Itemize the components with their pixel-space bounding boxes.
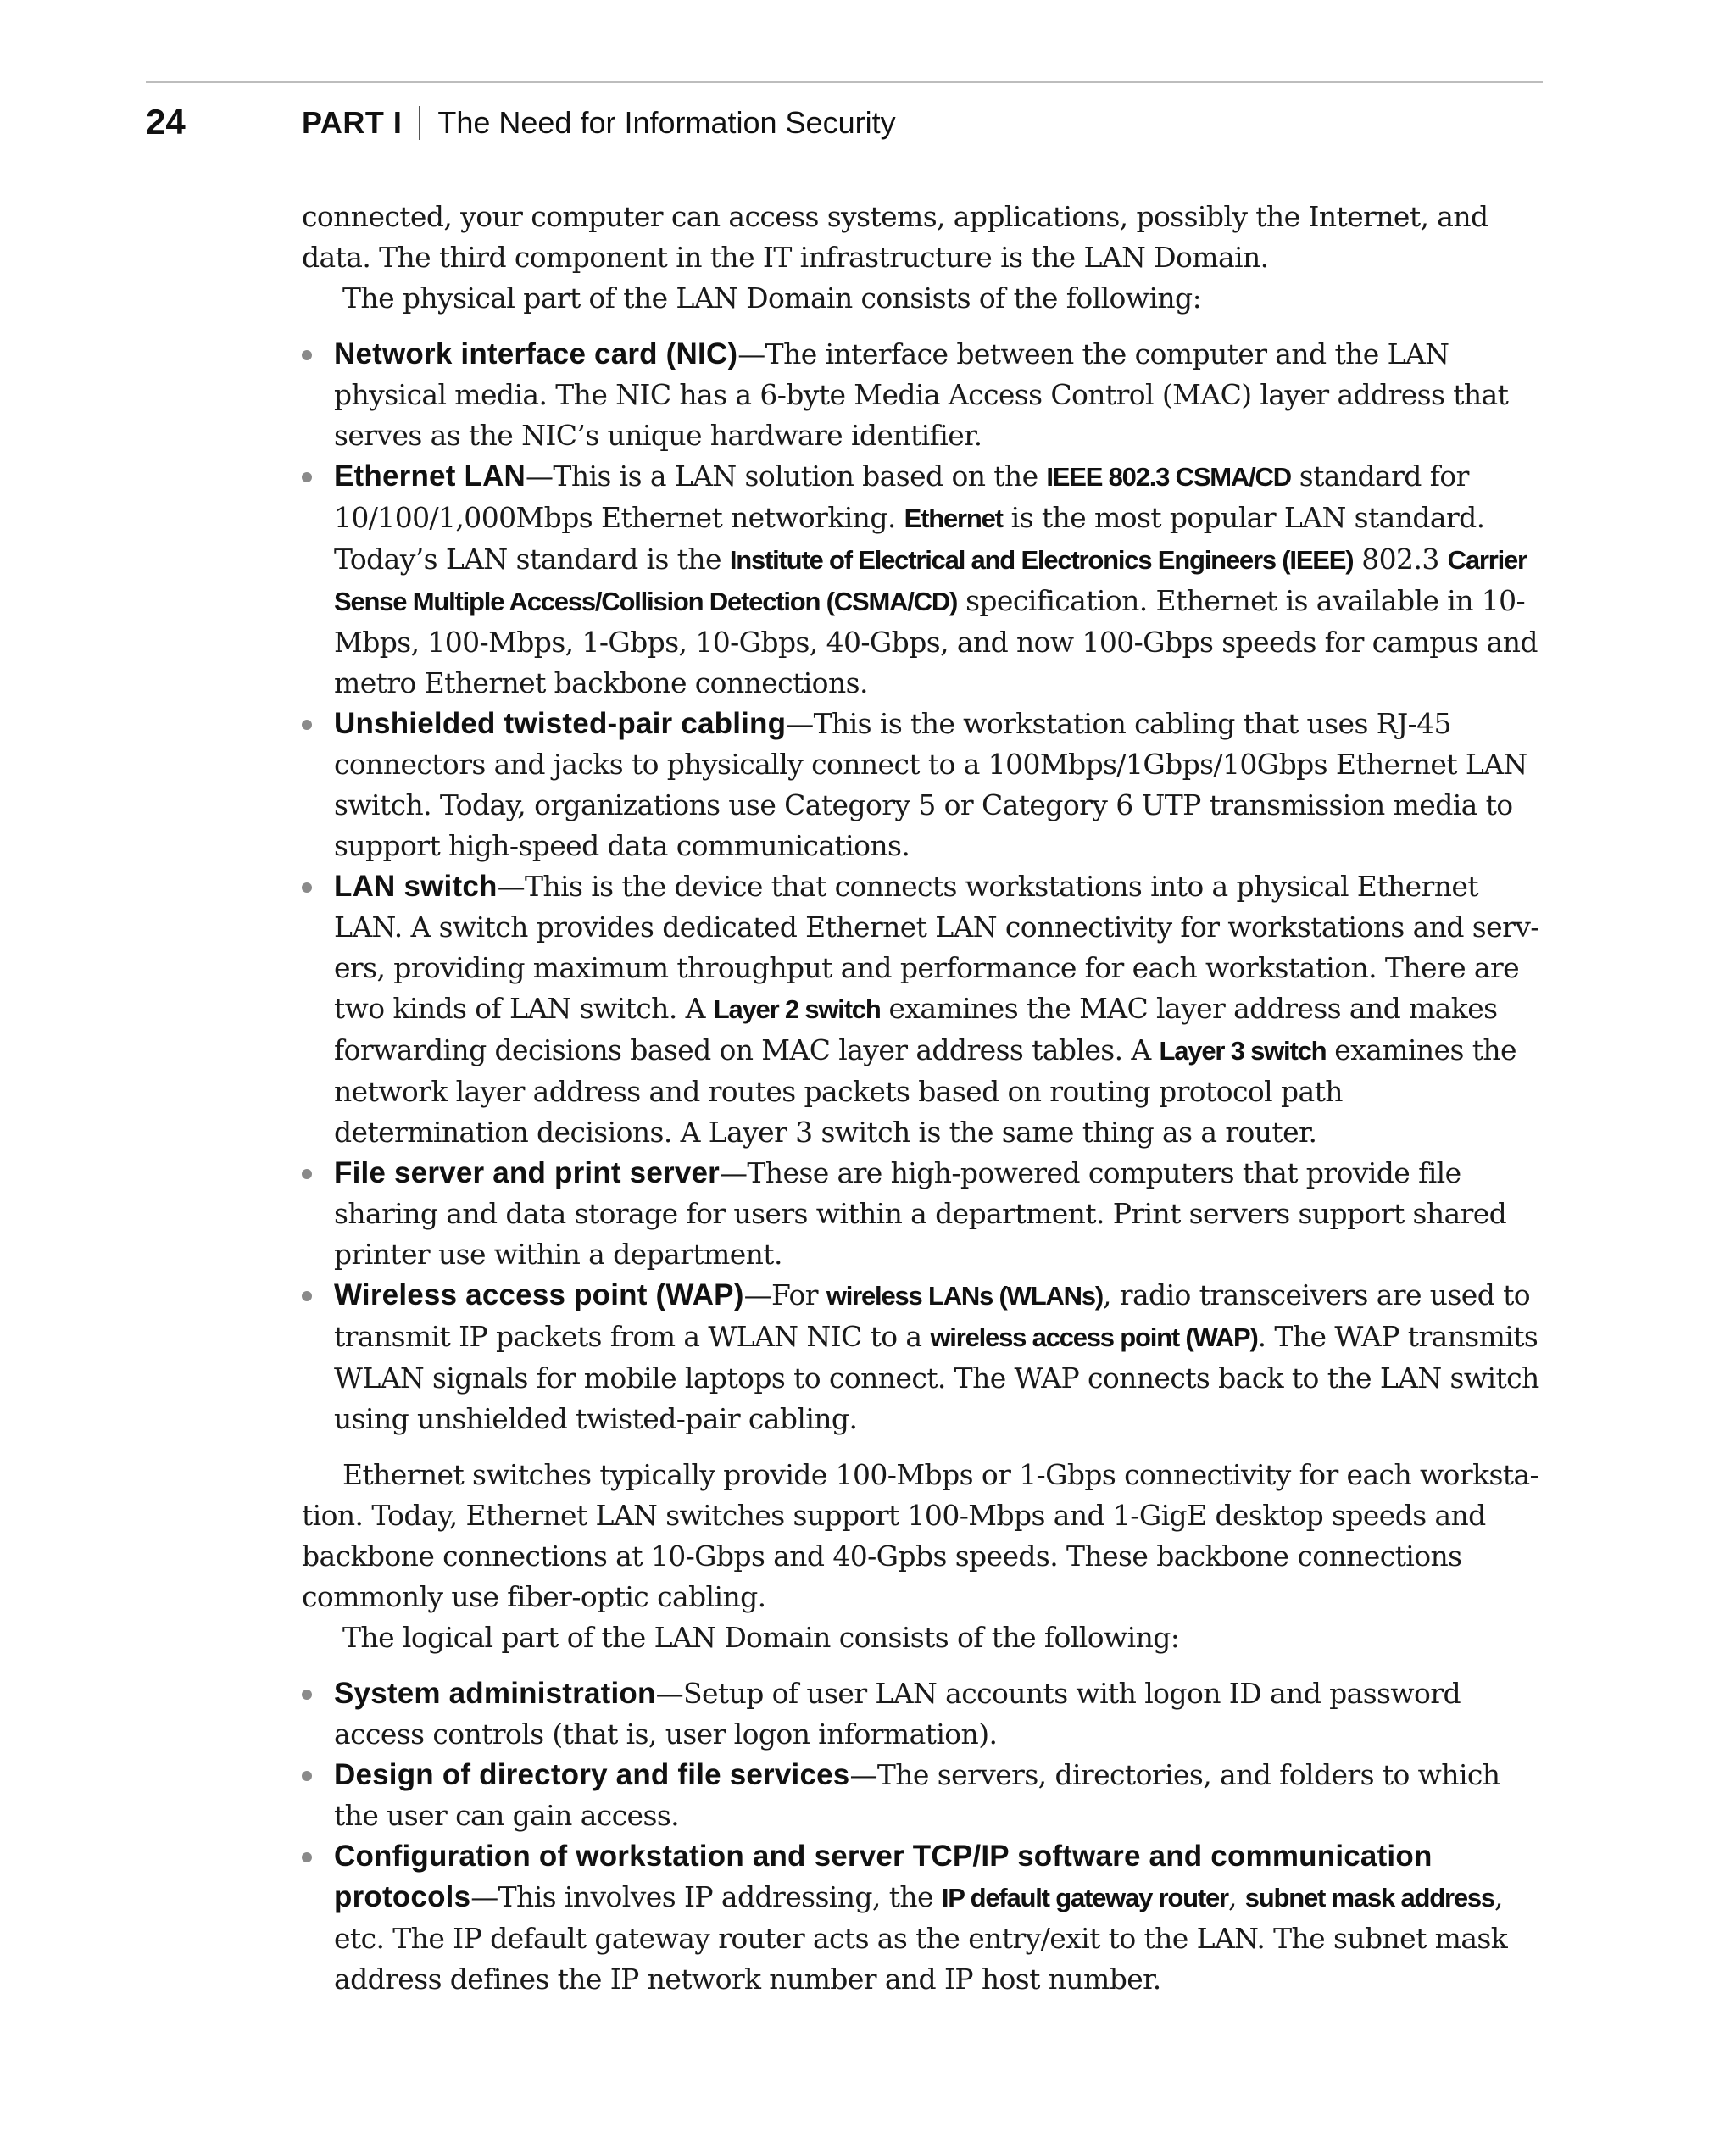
bullet-icon xyxy=(302,1291,312,1301)
running-head xyxy=(302,100,896,146)
term-wap: Wireless access point (WAP) xyxy=(334,1278,744,1311)
item-text: 802.3 xyxy=(1353,543,1448,576)
item-text: . The WAP transmits WLAN signals for mobile laptops to connect. The WAP connects back to the LAN switch using unshielded twisted-pair cabling. xyxy=(334,1320,1539,1435)
item-text: —The interface between the computer and the LAN physical media. The NIC has a 6-byte Media Access Control (MAC) layer address that serves as the NIC’s unique hardware identifier. xyxy=(334,337,1509,452)
physical-lead-in: The physical part of the LAN Domain consists of the following: xyxy=(342,281,1202,315)
keyword-csma-cd: Carrier Sense Multiple Access/Collision Detection (CSMA/CD) xyxy=(334,545,1527,616)
item-text: —This is the device that connects workstations into a physical Ethernet LAN. A switch provides dedicated Ethernet LAN connectivity for workstations and servers, providing maximum throughput and performance for each workstation. There are two kinds of LAN switch. A xyxy=(334,870,1540,1025)
keyword-wlans: wireless LANs (WLANs) xyxy=(826,1281,1104,1311)
running-head-divider xyxy=(419,106,420,140)
list-item-file-print-server xyxy=(302,1153,1544,1275)
list-item-tcpip-config xyxy=(302,1836,1544,2000)
bullet-icon xyxy=(302,350,312,360)
term-ethernet-lan: Ethernet LAN xyxy=(334,459,526,493)
bullet-icon xyxy=(302,720,312,730)
bullet-icon xyxy=(302,472,312,482)
item-text: —This involves IP addressing, the xyxy=(470,1880,942,1913)
item-text: , etc. The IP default gateway router acts as the entry/exit to the LAN. The subnet mask address defines the IP network number and IP host number. xyxy=(334,1880,1508,1996)
bullet-icon xyxy=(302,882,312,893)
keyword-ieee-8023: IEEE 802.3 CSMA/CD xyxy=(1046,462,1291,492)
keyword-default-gateway: IP default gateway router xyxy=(941,1883,1228,1912)
term-file-print-server: File server and print server xyxy=(334,1156,720,1189)
term-tcpip-config: Configuration of workstation and server TCP/IP software and communication protocols xyxy=(334,1840,1433,1913)
bullet-icon xyxy=(302,1771,312,1781)
term-directory-design: Design of directory and file services xyxy=(334,1758,850,1791)
page-body xyxy=(302,197,1544,2015)
book-title: The Need for Information Security xyxy=(437,105,896,140)
term-lan-switch: LAN switch xyxy=(334,870,498,903)
item-text: specification. Ethernet is available in 10-Mbps, 100-Mbps, 1-Gbps, 10-Gbps, 40-Gbps, and now 100-Gbps speeds for campus and metro Ethernet backbone connections. xyxy=(334,584,1538,699)
keyword-ethernet: Ethernet xyxy=(904,504,1003,533)
keyword-subnet-mask: subnet mask address xyxy=(1244,1883,1494,1912)
keyword-wap: wireless access point (WAP) xyxy=(930,1322,1258,1352)
item-text: standard for 10/100/1,000Mbps Ethernet networking. xyxy=(334,459,1469,534)
logical-lead-in: The logical part of the LAN Domain consists of the following: xyxy=(342,1621,1180,1654)
item-text: examines the network layer address and routes packets based on routing protocol path determination decisions. A Layer 3 switch is the same thing as a router. xyxy=(334,1033,1516,1149)
bullet-icon xyxy=(302,1690,312,1700)
logical-components-list xyxy=(302,1673,1544,2000)
list-item-system-admin xyxy=(302,1673,1544,1755)
list-item-lan-switch xyxy=(302,866,1544,1153)
item-text: —The servers, directories, and folders to which the user can gain access. xyxy=(334,1758,1500,1832)
page-number: 24 xyxy=(146,102,186,142)
item-text: —This is a LAN solution based on the xyxy=(526,459,1047,493)
list-item-ethernet-lan xyxy=(302,456,1544,704)
item-text: —For xyxy=(743,1278,826,1311)
list-item-nic xyxy=(302,334,1544,456)
item-text: , xyxy=(1227,1880,1245,1913)
item-text: —This is the workstation cabling that uses RJ-45 connectors and jacks to physically connect to a 100Mbps/1Gbps/10Gbps Ethernet LAN switch. Today, organizations use Category 5 or Category 6 UTP transmission media to support high-speed data communications. xyxy=(334,707,1527,862)
physical-components-list xyxy=(302,334,1544,1439)
list-item-directory-design xyxy=(302,1755,1544,1836)
ethernet-switches-paragraph: Ethernet switches typically provide 100-Mbps or 1-Gbps connectivity for each workstation. Today, Ethernet LAN switches support 100-Mbps and 1-GigE desktop speeds and backbone connections at 10-Gbps and 40-Gpbs speeds. These backbone connections commonly use fiber-optic cabling. xyxy=(302,1458,1539,1613)
item-text: , radio transceivers are used to transmit IP packets from a WLAN NIC to a xyxy=(334,1278,1531,1353)
bullet-icon xyxy=(302,1169,312,1179)
item-text: is the most popular LAN standard. Today’s LAN standard is the xyxy=(334,501,1485,576)
item-text: examines the MAC layer address and makes forwarding decisions based on MAC layer address tables. A xyxy=(334,992,1498,1066)
part-label: PART I xyxy=(302,105,403,140)
term-nic: Network interface card (NIC) xyxy=(334,337,738,370)
list-item-utp-cabling xyxy=(302,704,1544,866)
term-system-admin: System administration xyxy=(334,1677,656,1710)
item-text: —Setup of user LAN accounts with logon ID and password access controls (that is, user logon information). xyxy=(334,1677,1461,1751)
keyword-layer-2-switch: Layer 2 switch xyxy=(713,994,881,1024)
list-item-wap xyxy=(302,1275,1544,1439)
term-utp-cabling: Unshielded twisted-pair cabling xyxy=(334,707,787,740)
keyword-layer-3-switch: Layer 3 switch xyxy=(1159,1036,1327,1066)
bullet-icon xyxy=(302,1852,312,1862)
intro-paragraph: connected, your computer can access systems, applications, possibly the Internet, and data. The third component in the IT infrastructure is the LAN Domain. xyxy=(302,200,1488,274)
keyword-ieee: Institute of Electrical and Electronics Engineers (IEEE) xyxy=(729,545,1354,575)
item-text: —These are high-powered computers that provide file sharing and data storage for users within a department. Print servers support shared printer use within a department. xyxy=(334,1156,1507,1271)
header-rule xyxy=(146,81,1543,83)
